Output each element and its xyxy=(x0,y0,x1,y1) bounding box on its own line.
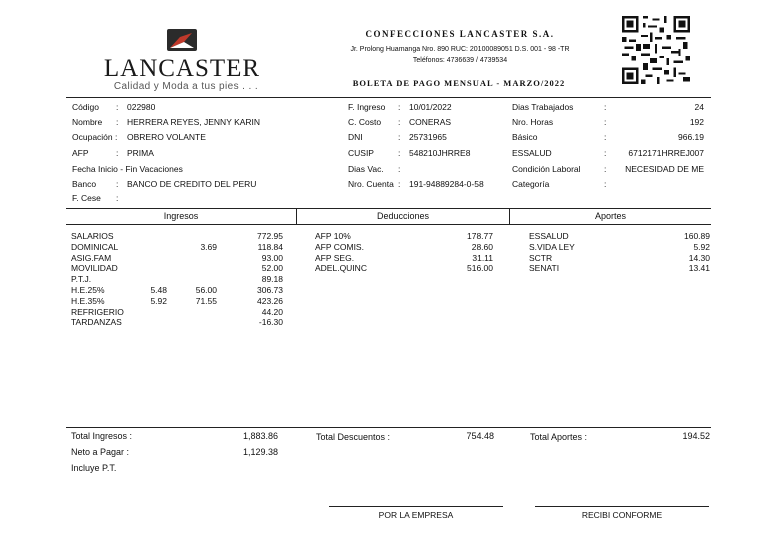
essalud-label: ESSALUD xyxy=(512,148,552,158)
nombre-label: Nombre xyxy=(72,117,103,127)
deducciones-list xyxy=(315,231,493,274)
horas-colon: : xyxy=(604,117,607,127)
signature-line-conforme xyxy=(535,506,709,507)
cusip-label: CUSIP xyxy=(348,148,374,158)
list-item: ADEL.QUINC 516.00 xyxy=(315,263,493,274)
basico-colon: : xyxy=(604,132,607,142)
diasvac-label: Dias Vac. xyxy=(348,164,384,174)
list-item: P.T.J. 89.18 xyxy=(71,274,283,285)
list-item: REFRIGERIO 44.20 xyxy=(71,306,283,317)
lancaster-logo-icon xyxy=(166,28,198,52)
ingresos-heading: Ingresos xyxy=(163,211,199,221)
codigo-value: 022980 xyxy=(127,102,156,112)
total-aportes-label: Total Aportes : xyxy=(530,432,588,442)
dni-value: 25731965 xyxy=(409,132,447,142)
afp-colon: : xyxy=(116,148,119,158)
ingreso-label: F. Ingreso xyxy=(348,102,386,112)
neto-label: Neto a Pagar : xyxy=(71,447,130,457)
dni-label: DNI xyxy=(348,132,363,142)
aportes-heading: Aportes xyxy=(594,211,627,221)
costo-colon: : xyxy=(398,117,401,127)
essalud-colon: : xyxy=(604,148,607,158)
signature-conforme: RECIBI CONFORME xyxy=(581,510,663,520)
total-descuentos-label: Total Descuentos : xyxy=(316,432,391,442)
vacaciones-label: Fecha Inicio - Fin Vacaciones xyxy=(72,164,183,174)
ocupacion-label: Ocupación : xyxy=(72,132,118,142)
dni-colon: : xyxy=(398,132,401,142)
dias-colon: : xyxy=(604,102,607,112)
company-address: Jr. Prolong Huamanga Nro. 890 RUC: 20100089051 D.S. 001 - 98 -TR xyxy=(350,46,570,53)
codigo-colon: : xyxy=(116,102,119,112)
cusip-colon: : xyxy=(398,148,401,158)
list-item: AFP 10% 178.77 xyxy=(315,231,493,241)
total-ingresos-value: 1,883.86 xyxy=(242,431,278,441)
list-item: SALARIOS 772.95 xyxy=(71,231,283,241)
total-descuentos-value: 754.48 xyxy=(466,431,494,441)
list-item: TARDANZAS -16.30 xyxy=(71,317,283,328)
list-item: H.E.35% 5.92 71.55 423.26 xyxy=(71,295,283,306)
costo-value: CONERAS xyxy=(409,117,452,127)
total-aportes-value: 194.52 xyxy=(682,431,710,441)
costo-label: C. Costo xyxy=(348,117,382,127)
ingreso-colon: : xyxy=(398,102,401,112)
categoria-label: Categoría xyxy=(512,179,550,189)
nombre-value: HERRERA REYES, JENNY KARIN xyxy=(127,117,261,127)
total-ingresos-label: Total Ingresos : xyxy=(71,431,133,441)
cuenta-colon: : xyxy=(398,179,401,189)
cese-colon: : xyxy=(116,193,119,203)
diasvac-colon: : xyxy=(398,164,401,174)
basico-label: Básico xyxy=(512,132,538,142)
aportes-list xyxy=(529,231,710,274)
logo-wordmark: LANCASTER xyxy=(103,55,261,82)
columns-bottom-rule xyxy=(66,224,711,225)
company-name: CONFECCIONES LANCASTER S.A. xyxy=(365,29,555,39)
banco-value: BANCO DE CREDITO DEL PERU xyxy=(127,179,257,189)
cese-label: F. Cese xyxy=(72,193,101,203)
ocupacion-value: OBRERO VOLANTE xyxy=(127,132,206,142)
nombre-colon: : xyxy=(116,117,119,127)
condicion-colon: : xyxy=(604,164,607,174)
dias-value: 24 xyxy=(694,102,704,112)
signature-line-empresa xyxy=(329,506,503,507)
basico-value: 966.19 xyxy=(678,132,704,142)
codigo-label: Código xyxy=(72,102,99,112)
list-item: AFP COMIS. 28.60 xyxy=(315,241,493,252)
columns-top-rule xyxy=(66,208,711,209)
condicion-value: NECESIDAD DE ME xyxy=(625,164,704,174)
list-item: H.E.25% 5.48 56.00 306.73 xyxy=(71,284,283,295)
logo-tagline: Calidad y Moda a tus pies . . . xyxy=(113,81,259,92)
deducciones-heading: Deducciones xyxy=(376,211,430,221)
list-item: ESSALUD 160.89 xyxy=(529,231,710,241)
essalud-value: 6712171HRREJ007 xyxy=(628,148,704,158)
afp-value: PRIMA xyxy=(127,148,154,158)
header-divider xyxy=(66,97,711,98)
cuenta-value: 191-94889284-0-58 xyxy=(409,179,484,189)
cuenta-label: Nro. Cuenta xyxy=(348,179,394,189)
incluye-pt-label: Incluye P.T. xyxy=(71,463,117,473)
ingreso-value: 10/01/2022 xyxy=(409,102,452,112)
document-title: BOLETA DE PAGO MENSUAL - MARZO/2022 xyxy=(352,78,566,88)
ingresos-list xyxy=(71,231,283,328)
qr-code-icon xyxy=(622,16,690,84)
banco-colon: : xyxy=(116,179,119,189)
totals-rule xyxy=(66,427,711,428)
list-item: AFP SEG. 31.11 xyxy=(315,252,493,263)
list-item: SENATI 13.41 xyxy=(529,263,710,274)
list-item: MOVILIDAD 52.00 xyxy=(71,263,283,274)
banco-label: Banco xyxy=(72,179,97,189)
list-item: DOMINICAL 3.69 118.84 xyxy=(71,241,283,252)
company-phones: Teléfonos: 4736639 / 4739534 xyxy=(412,57,508,64)
afp-label: AFP xyxy=(72,148,89,158)
horas-value: 192 xyxy=(689,117,704,127)
horas-label: Nro. Horas xyxy=(512,117,554,127)
list-item: ASIG.FAM 93.00 xyxy=(71,252,283,263)
neto-value: 1,129.38 xyxy=(242,447,278,457)
signature-empresa: POR LA EMPRESA xyxy=(378,510,454,520)
condicion-label: Condición Laboral xyxy=(512,164,581,174)
list-item: S.VIDA LEY 5.92 xyxy=(529,241,710,252)
categoria-colon: : xyxy=(604,179,607,189)
dias-label: Dias Trabajados xyxy=(512,102,574,112)
cusip-value: 548210JHRRE8 xyxy=(409,148,471,158)
list-item: SCTR 14.30 xyxy=(529,252,710,263)
